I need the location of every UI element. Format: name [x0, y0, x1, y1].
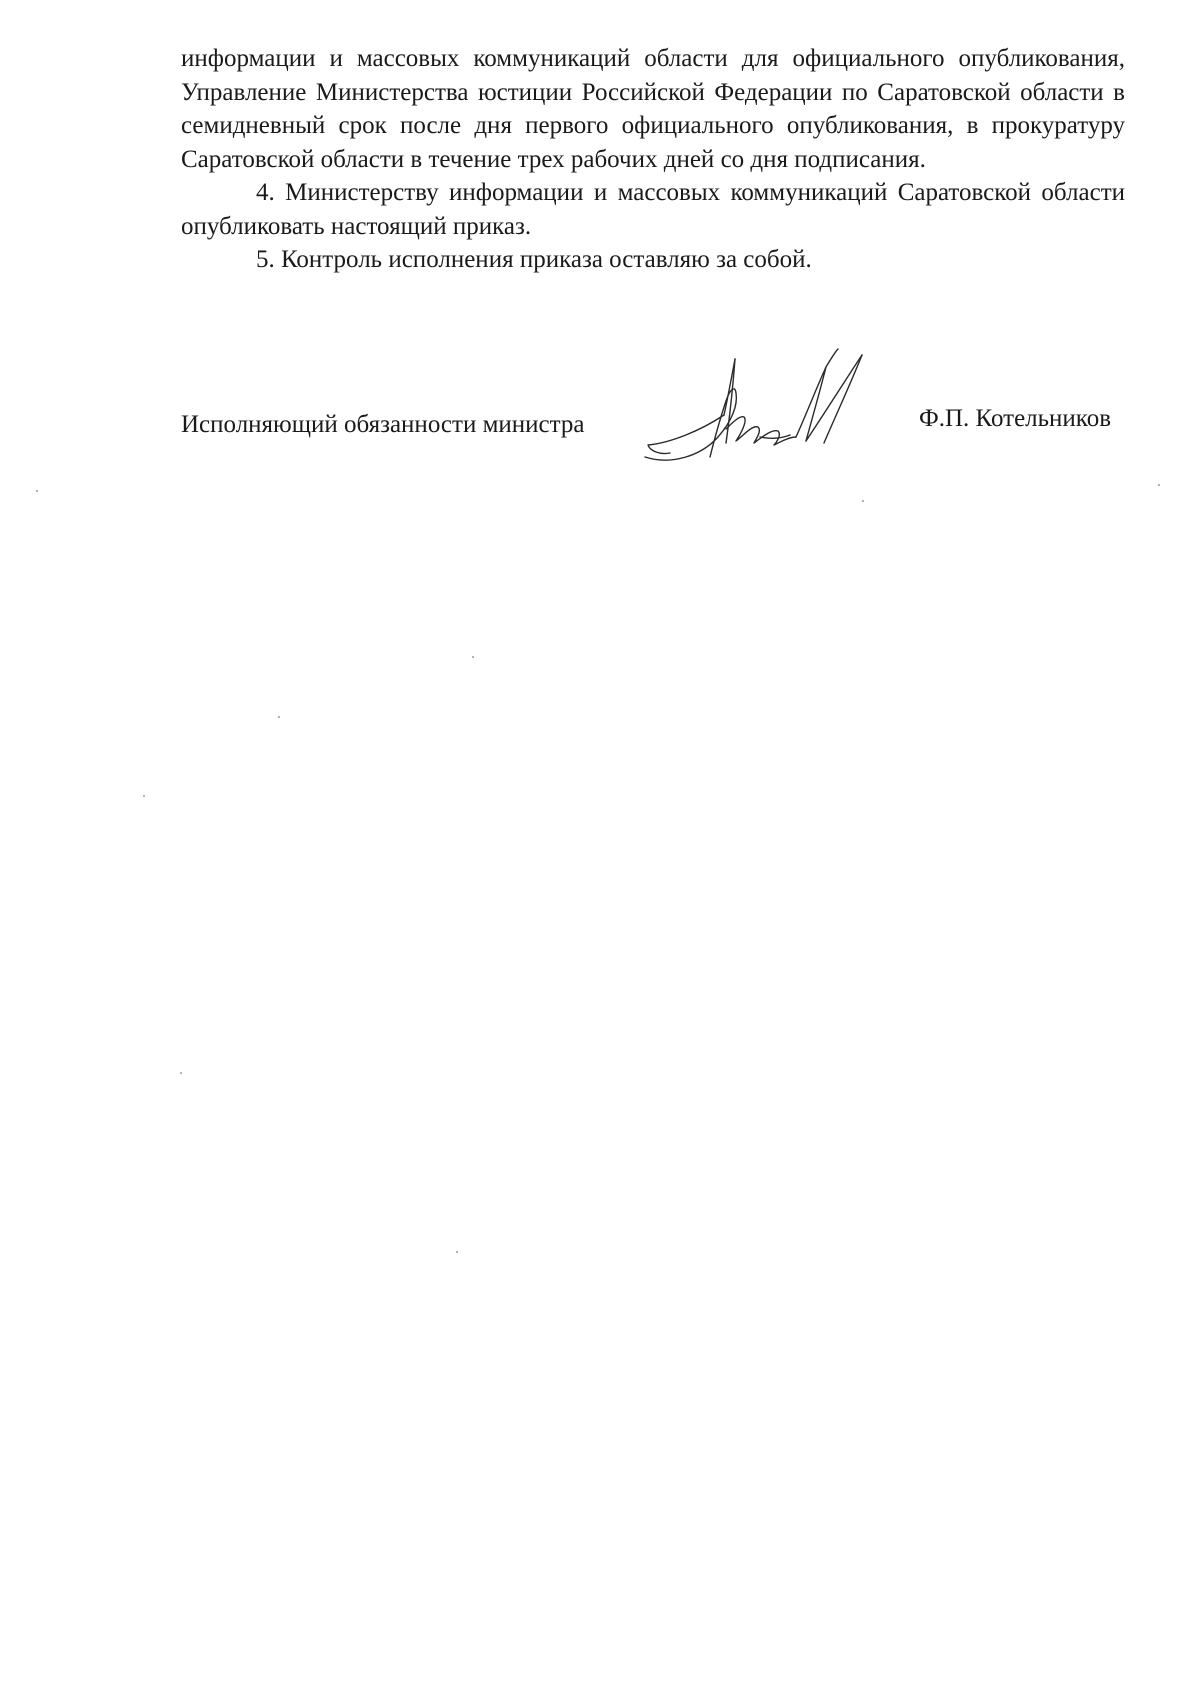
scan-speck — [36, 490, 38, 492]
scan-speck — [180, 1072, 182, 1074]
handwritten-signature — [640, 345, 870, 470]
signatory-name: Ф.П. Котельников — [919, 405, 1111, 432]
paragraph-item-4: 4. Министерству информации и массовых коммуникаций Саратовской области опубликовать настоящий приказ. — [181, 179, 1125, 240]
paragraph-item-5: 5. Контроль исполнения приказа оставляю за собой. — [256, 246, 812, 273]
scan-speck — [472, 656, 474, 658]
scan-speck — [1158, 484, 1160, 486]
signatory-title: Исполняющий обязанности министра — [181, 411, 585, 438]
document-body — [181, 42, 1125, 277]
scan-speck — [862, 500, 864, 502]
scan-speck — [456, 1251, 458, 1253]
scan-speck — [278, 716, 280, 718]
scan-speck — [143, 795, 145, 797]
paragraph-continuation: информации и массовых коммуникаций области для официального опубликования, Управление Министерства юстиции Российской Федерации по Саратовской области в семидневный срок после дня первого официального опубликования, в прокуратуру Саратовской области в течение трех рабочих дней со дня подписания. — [181, 45, 1125, 173]
